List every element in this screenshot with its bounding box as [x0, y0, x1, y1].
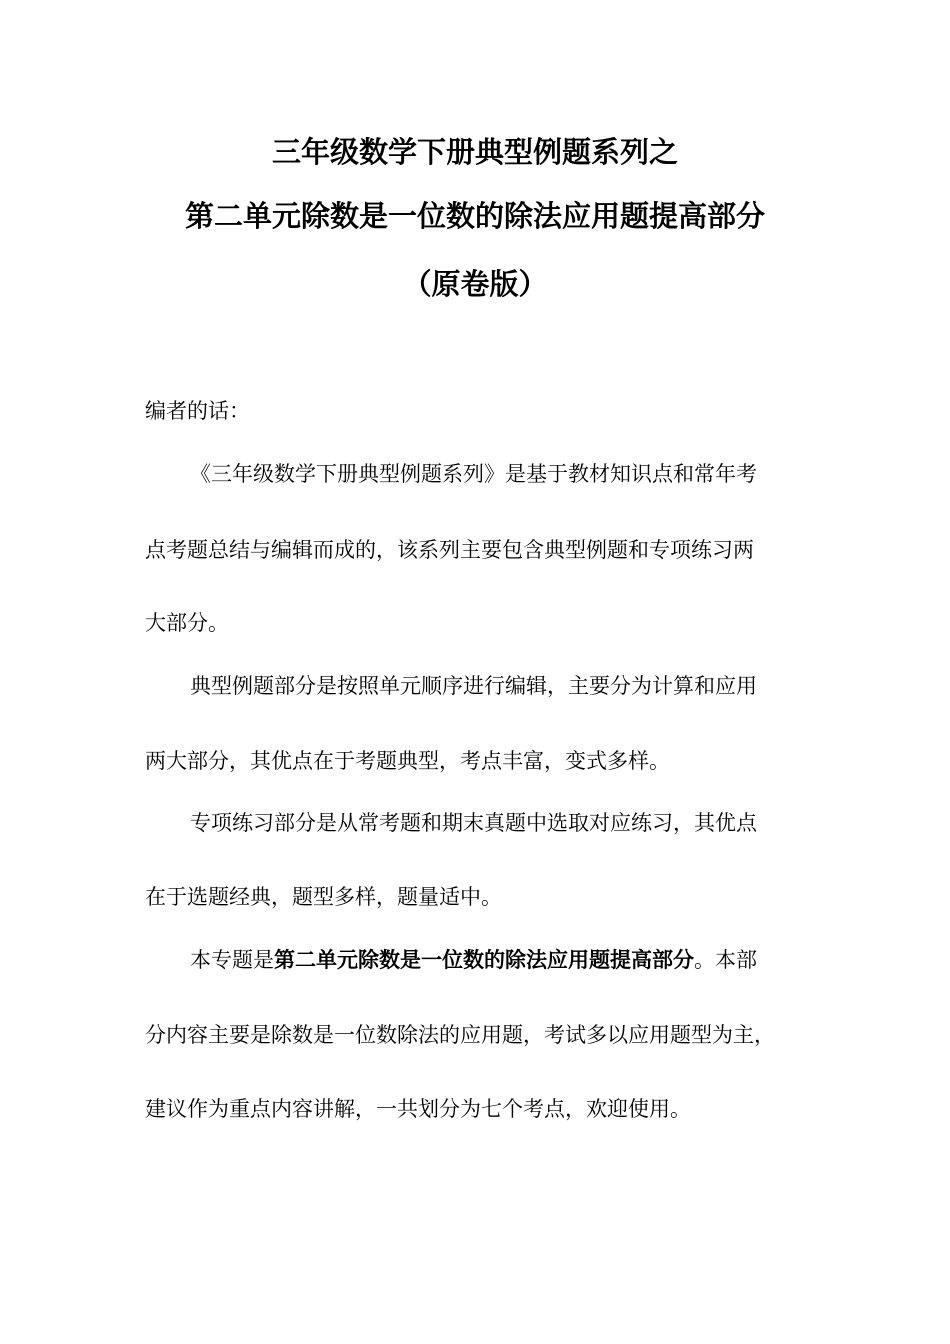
- paragraph-3-line-2: 在于选题经典，题型多样，题量适中。: [145, 885, 502, 909]
- paragraph-4-line-3: 建议作为重点内容讲解，一共划分为七个考点，欢迎使用。: [145, 1097, 691, 1121]
- paragraph-3-line-1: 专项练习部分是从常考题和期末真题中选取对应练习，其优点: [190, 811, 757, 835]
- title-line-1: 三年级数学下册典型例题系列之: [271, 135, 678, 169]
- paragraph-1-line-3: 大部分。: [145, 611, 229, 635]
- paragraph-4-line-2: 分内容主要是除数是一位数除法的应用题，考试多以应用题型为主，: [145, 1023, 775, 1047]
- paragraph-4-tail: 。本部: [694, 948, 757, 972]
- paragraph-4-intro: 本专题是: [190, 948, 274, 972]
- paragraph-1-line-2: 点考题总结与编辑而成的，该系列主要包含典型例题和专项练习两: [145, 538, 754, 562]
- paragraph-1-line-1: 《三年级数学下册典型例题系列》是基于教材知识点和常年考: [190, 462, 757, 486]
- paragraph-2-line-1: 典型例题部分是按照单元顺序进行编辑，主要分为计算和应用: [190, 674, 757, 698]
- title-line-3: （原卷版）: [402, 267, 548, 301]
- title-line-2: 第二单元除数是一位数的除法应用题提高部分: [184, 199, 765, 233]
- paragraph-4-line-1: [190, 945, 757, 975]
- paragraph-2-line-2: 两大部分，其优点在于考题典型，考点丰富，变式多样。: [145, 749, 670, 773]
- preface-heading: 编者的话：: [145, 399, 250, 423]
- paragraph-4-topic-bold: 第二单元除数是一位数的除法应用题提高部分: [274, 948, 694, 972]
